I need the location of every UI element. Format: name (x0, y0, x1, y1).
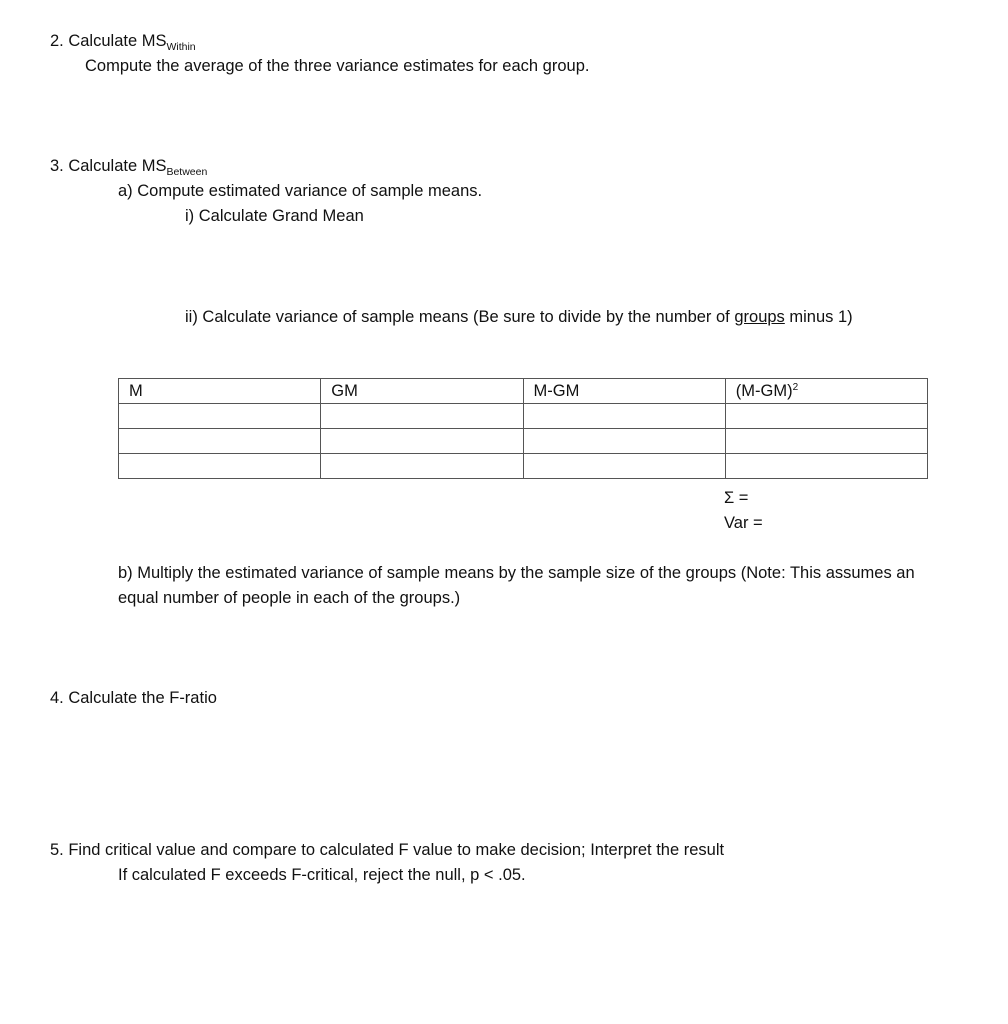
table-cell (119, 429, 321, 454)
table-cell (321, 429, 523, 454)
table-cell (321, 404, 523, 429)
table-cell (119, 404, 321, 429)
table-cell (523, 454, 725, 479)
header-m: M (119, 379, 321, 404)
section-2-heading-subscript: Within (166, 41, 196, 53)
section-3-part-b: b) Multiply the estimated variance of sample means by the sample size of the groups (Note: This assumes an equal number of people in each of the groups.) (118, 564, 915, 607)
step-ii-text-end: minus 1) (784, 308, 853, 326)
table-cell (725, 404, 927, 429)
section-2-instruction: Compute the average of the three variance estimates for each group. (85, 57, 590, 75)
variance-table (118, 378, 928, 479)
section-4-heading: 4. Calculate the F-ratio (50, 689, 217, 707)
header-gm: GM (321, 379, 523, 404)
header-m-gm-squared-text: (M-GM) (735, 381, 793, 400)
table-cell (725, 429, 927, 454)
section-3-heading (50, 156, 207, 178)
section-3-heading-subscript: Between (166, 166, 208, 178)
section-3-heading-text: 3. Calculate MS (50, 157, 167, 175)
table-cell (321, 454, 523, 479)
table-cell (523, 404, 725, 429)
table-row (119, 454, 928, 479)
table-cell (523, 429, 725, 454)
table-row (119, 429, 928, 454)
step-ii-text: ii) Calculate variance of sample means (Be sure to divide by the number of (185, 308, 735, 326)
table-header-row (119, 379, 928, 404)
section-2-heading (50, 31, 196, 53)
section-3-step-i: i) Calculate Grand Mean (185, 207, 364, 225)
section-5-rule: If calculated F exceeds F-critical, reject the null, p < .05. (118, 866, 526, 884)
header-m-gm-squared (725, 379, 927, 404)
section-2-heading-text: 2. Calculate MS (50, 32, 167, 50)
table-row (119, 404, 928, 429)
var-label: Var = (724, 514, 763, 532)
section-3-step-ii (185, 305, 945, 330)
section-3-part-a: a) Compute estimated variance of sample means. (118, 182, 483, 200)
table-cell (119, 454, 321, 479)
header-m-gm: M-GM (523, 379, 725, 404)
section-5-heading: 5. Find critical value and compare to calculated F value to make decision; Interpret the result (50, 841, 725, 859)
table-cell (725, 454, 927, 479)
step-ii-underlined-word: groups (734, 308, 785, 326)
header-squared-superscript: 2 (792, 381, 799, 393)
sum-label: Σ = (724, 489, 749, 507)
